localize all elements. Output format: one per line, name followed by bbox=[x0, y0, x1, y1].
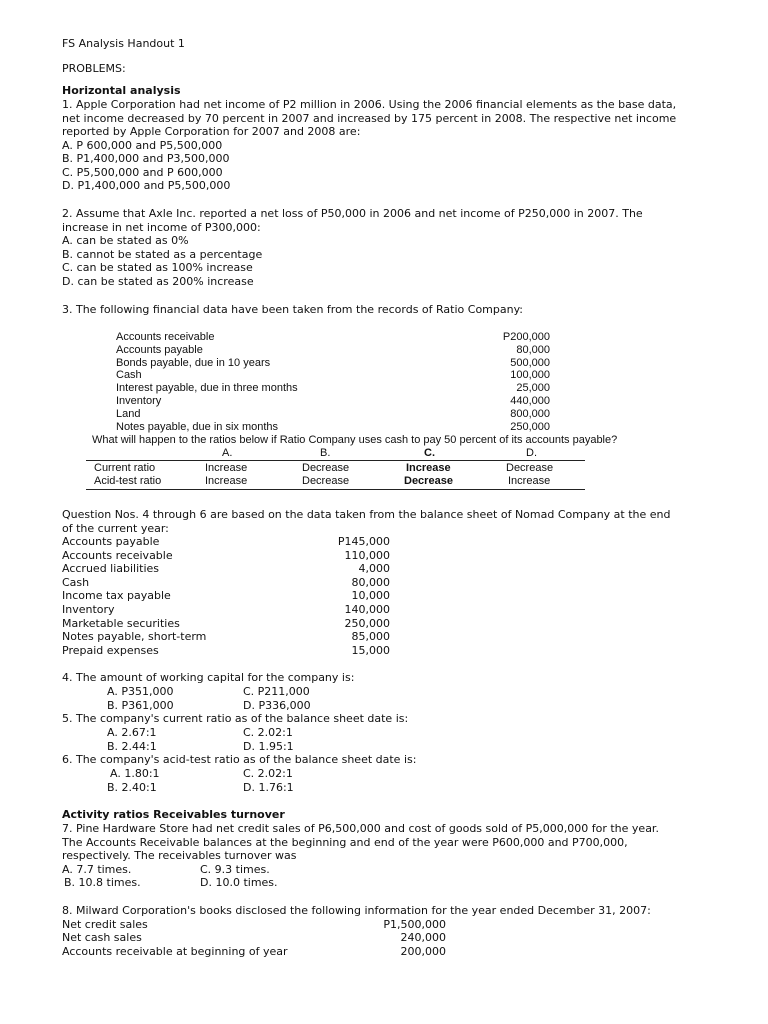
answer-option: A. 1.80:1 bbox=[110, 767, 160, 780]
answer-option: B. P1,400,000 and P3,500,000 bbox=[62, 152, 230, 165]
question-text: respectively. The receivables turnover was bbox=[62, 849, 297, 862]
answer-option: D. P336,000 bbox=[243, 698, 311, 712]
table-cell: Increase bbox=[406, 462, 451, 474]
question-text: reported by Apple Corporation for 2007 and 2008 are: bbox=[62, 125, 361, 138]
table-cell: Decrease bbox=[302, 475, 350, 487]
q3-question: What will happen to the ratios below if Ratio Company uses cash to pay 50 percent of its accounts payable? bbox=[92, 434, 618, 446]
data-value: 800,000 bbox=[510, 407, 550, 420]
answer-option: C. 9.3 times. bbox=[200, 862, 270, 876]
section-heading-horizontal: Horizontal analysis bbox=[62, 84, 181, 97]
milward-labels bbox=[62, 918, 288, 959]
data-value: 110,000 bbox=[344, 548, 390, 562]
document-title: FS Analysis Handout 1 bbox=[62, 37, 185, 50]
data-label: Income tax payable bbox=[62, 589, 171, 603]
table-cell: Decrease bbox=[404, 475, 453, 487]
nomad-intro: Question Nos. 4 through 6 are based on the data taken from the balance sheet of Nomad Company at the end bbox=[62, 508, 671, 521]
data-value: 250,000 bbox=[344, 616, 390, 630]
data-label: Bonds payable, due in 10 years bbox=[116, 356, 271, 369]
data-value: 4,000 bbox=[358, 562, 390, 576]
data-label: Accounts receivable at beginning of year bbox=[62, 944, 288, 958]
answer-option: C. 2.02:1 bbox=[243, 767, 293, 780]
data-label: Accounts payable bbox=[116, 343, 203, 356]
data-label: Accounts receivable bbox=[116, 331, 215, 343]
milward-values bbox=[383, 918, 446, 959]
data-value: 80,000 bbox=[516, 343, 550, 356]
problems-heading: PROBLEMS: bbox=[62, 62, 126, 75]
data-value: 80,000 bbox=[351, 575, 390, 589]
data-label: Accounts receivable bbox=[62, 548, 173, 562]
answer-option: B. 2.44:1 bbox=[107, 739, 157, 753]
nomad-values bbox=[338, 535, 390, 657]
data-value: 140,000 bbox=[344, 602, 390, 616]
data-value: 100,000 bbox=[510, 369, 550, 382]
data-label: Inventory bbox=[62, 602, 115, 616]
ratio-company-values bbox=[503, 331, 550, 433]
ratio-company-labels bbox=[116, 331, 298, 433]
section-heading-activity: Activity ratios Receivables turnover bbox=[62, 808, 285, 821]
table-cell: Decrease bbox=[506, 462, 554, 474]
answer-option: A. P 600,000 and P5,500,000 bbox=[62, 138, 223, 152]
answer-option: C. can be stated as 100% increase bbox=[62, 261, 253, 274]
question-text: The Accounts Receivable balances at the beginning and end of the year were P600,000 and P700,000, bbox=[62, 835, 628, 849]
question-8: 8. Milward Corporation's books disclosed the following information for the year ended December 31, 2007: bbox=[62, 904, 651, 917]
table-row-label: Current ratio bbox=[94, 462, 156, 474]
question-text: net income decreased by 70 percent in 2007 and increased by 175 percent in 2008. The respective net income bbox=[62, 111, 677, 125]
data-label: Notes payable, short-term bbox=[62, 630, 207, 644]
question-6: 6. The company's acid-test ratio as of the balance sheet date is: bbox=[62, 753, 417, 766]
answer-option: D. 1.76:1 bbox=[243, 780, 294, 794]
data-value: 10,000 bbox=[351, 589, 390, 603]
answer-option: C. 2.02:1 bbox=[243, 726, 293, 739]
data-value: 15,000 bbox=[351, 643, 390, 657]
data-value: 250,000 bbox=[510, 420, 550, 433]
question-text: 7. Pine Hardware Store had net credit sales of P6,500,000 and cost of goods sold of P5,000,000 for the year. bbox=[62, 822, 659, 835]
answer-option: A. can be stated as 0% bbox=[62, 234, 189, 247]
data-label: Prepaid expenses bbox=[62, 643, 159, 657]
answer-option: B. 2.40:1 bbox=[107, 780, 157, 794]
nomad-labels bbox=[62, 535, 206, 657]
data-value: P145,000 bbox=[337, 535, 390, 548]
answer-option: B. P361,000 bbox=[107, 698, 174, 712]
answer-option: B. cannot be stated as a percentage bbox=[62, 247, 263, 261]
table-row-label: Acid-test ratio bbox=[94, 475, 162, 487]
option-header-b: B. bbox=[320, 447, 331, 459]
answer-option: A. P351,000 bbox=[107, 685, 174, 698]
data-label: Accounts payable bbox=[62, 535, 160, 548]
data-label: Net credit sales bbox=[62, 917, 148, 931]
table-cell: Decrease bbox=[302, 462, 350, 474]
data-value: 440,000 bbox=[510, 394, 550, 407]
data-value: 85,000 bbox=[351, 630, 390, 644]
answer-option: D. 10.0 times. bbox=[200, 876, 278, 889]
answer-option: C. P211,000 bbox=[243, 685, 310, 698]
table-cell: Increase bbox=[205, 475, 248, 487]
answer-option: A. 7.7 times. bbox=[62, 862, 132, 876]
answer-option: D. P1,400,000 and P5,500,000 bbox=[62, 179, 231, 192]
data-label: Interest payable, due in three months bbox=[116, 382, 298, 395]
data-label: Land bbox=[116, 407, 141, 420]
data-label: Net cash sales bbox=[62, 931, 142, 945]
option-header-d: D. bbox=[526, 447, 537, 459]
data-label: Notes payable, due in six months bbox=[116, 420, 279, 433]
nomad-intro: of the current year: bbox=[62, 521, 169, 535]
question-4: 4. The amount of working capital for the company is: bbox=[62, 671, 355, 684]
data-value: P1,500,000 bbox=[383, 917, 446, 931]
question-text: increase in net income of P300,000: bbox=[62, 220, 261, 234]
answer-option: D. 1.95:1 bbox=[243, 739, 294, 753]
table-cell: Increase bbox=[205, 462, 248, 474]
table-divider bbox=[86, 489, 585, 490]
data-label: Cash bbox=[116, 369, 142, 382]
question-text: 2. Assume that Axle Inc. reported a net loss of P50,000 in 2006 and net income of P250,000 in 2007. The bbox=[62, 207, 643, 220]
question-text: 1. Apple Corporation had net income of P2 million in 2006. Using the 2006 financial elements as the base data, bbox=[62, 98, 677, 111]
option-header-a: A. bbox=[222, 447, 233, 459]
data-value: 240,000 bbox=[400, 931, 446, 945]
table-divider bbox=[86, 460, 585, 461]
question-3: 3. The following financial data have been taken from the records of Ratio Company: bbox=[62, 303, 524, 316]
data-value: 500,000 bbox=[510, 356, 550, 369]
data-value: 200,000 bbox=[400, 944, 446, 958]
data-label: Marketable securities bbox=[62, 616, 180, 630]
answer-option: B. 10.8 times. bbox=[64, 876, 141, 889]
option-header-c: C. bbox=[424, 447, 435, 459]
answer-option: D. can be stated as 200% increase bbox=[62, 274, 254, 288]
answer-option: A. 2.67:1 bbox=[107, 726, 157, 739]
data-value: 25,000 bbox=[516, 382, 550, 395]
data-value: P200,000 bbox=[502, 331, 550, 343]
answer-option: C. P5,500,000 and P 600,000 bbox=[62, 165, 223, 179]
data-label: Cash bbox=[62, 575, 90, 589]
question-5: 5. The company's current ratio as of the balance sheet date is: bbox=[62, 712, 409, 725]
data-label: Accrued liabilities bbox=[62, 562, 160, 576]
table-cell: Increase bbox=[508, 475, 551, 487]
data-label: Inventory bbox=[116, 394, 162, 407]
